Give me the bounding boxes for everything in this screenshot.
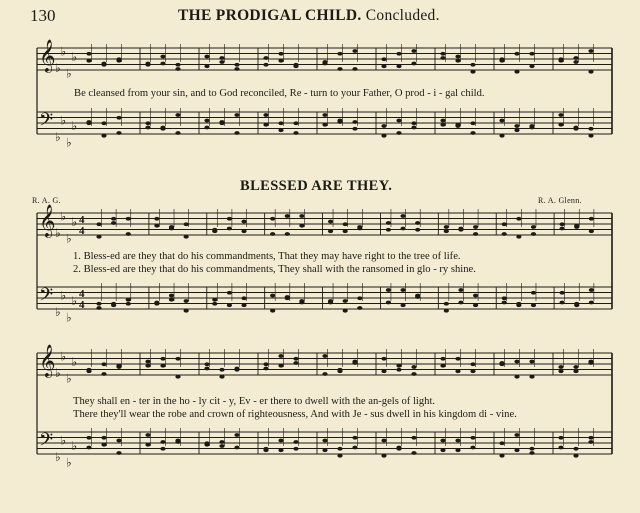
hymn2-verse1-line2: They shall en - ter in the ho - ly cit - y, Ev - er there to dwell with the an-gels of light. xyxy=(73,396,436,407)
svg-text:♭: ♭ xyxy=(71,119,78,133)
bass-clef-icon: 𝄢 xyxy=(39,110,54,135)
bass-clef-icon: 𝄢 xyxy=(39,430,54,455)
svg-text:4: 4 xyxy=(79,225,85,237)
key-signature-flats: ♭ xyxy=(55,366,61,380)
running-title-main: THE PRODIGAL CHILD. xyxy=(178,7,362,24)
svg-text:♭: ♭ xyxy=(60,113,67,128)
time-signature: 4 xyxy=(79,214,85,226)
svg-text:♭: ♭ xyxy=(66,371,72,386)
hymn2-title: BLESSED ARE THEY. xyxy=(240,178,393,194)
svg-text:♭: ♭ xyxy=(60,209,67,224)
svg-text:♭: ♭ xyxy=(60,349,67,364)
svg-text:♭: ♭ xyxy=(71,215,78,229)
key-signature-flats: ♭ xyxy=(55,226,61,240)
key-signature-flats: ♭ xyxy=(55,130,61,144)
bass-clef-icon: 𝄢 xyxy=(39,285,54,310)
hymn2-verse2-line1: 2. Bless-ed are they that do his commandments, They shall with the ransomed in glo - ry shine. xyxy=(73,264,476,275)
key-signature-flats: ♭ xyxy=(55,305,61,319)
key-signature-flats: ♭ xyxy=(55,61,61,75)
hymn2-verse2-line2: There they'll wear the robe and crown of righteousness, And with Je - sus dwell in his kingdom di - vine. xyxy=(73,409,517,420)
time-signature: 4 xyxy=(79,288,85,300)
hymn2-verse1-line1: 1. Bless-ed are they that do his commandments, That they may have right to the tree of life. xyxy=(73,251,461,262)
key-signature-flats: ♭ xyxy=(55,450,61,464)
hymn1-lyrics: Be cleansed from your sin, and to God reconciled, Re - turn to your Father, O prod - i - gal child. xyxy=(74,88,485,99)
svg-text:♭: ♭ xyxy=(60,44,67,59)
treble-clef-icon: 𝄞 xyxy=(39,39,56,72)
treble-clef-icon: 𝄞 xyxy=(39,344,56,377)
svg-text:♭: ♭ xyxy=(71,294,78,308)
svg-text:♭: ♭ xyxy=(71,355,78,369)
svg-text:4: 4 xyxy=(79,299,85,311)
svg-text:♭: ♭ xyxy=(66,66,72,81)
svg-text:♭: ♭ xyxy=(66,455,72,470)
svg-text:♭: ♭ xyxy=(71,50,78,64)
running-title-suffix: Concluded. xyxy=(365,7,440,24)
svg-text:♭: ♭ xyxy=(66,310,72,325)
credit-left: R. A. G. xyxy=(32,196,61,205)
svg-text:♭: ♭ xyxy=(66,231,72,246)
credit-right: R. A. Glenn. xyxy=(538,196,582,205)
svg-text:♭: ♭ xyxy=(71,439,78,453)
treble-clef-icon: 𝄞 xyxy=(39,204,56,237)
page-number: 130 xyxy=(30,6,56,25)
svg-text:♭: ♭ xyxy=(60,433,67,448)
svg-text:♭: ♭ xyxy=(60,288,67,303)
svg-text:♭: ♭ xyxy=(66,135,72,150)
